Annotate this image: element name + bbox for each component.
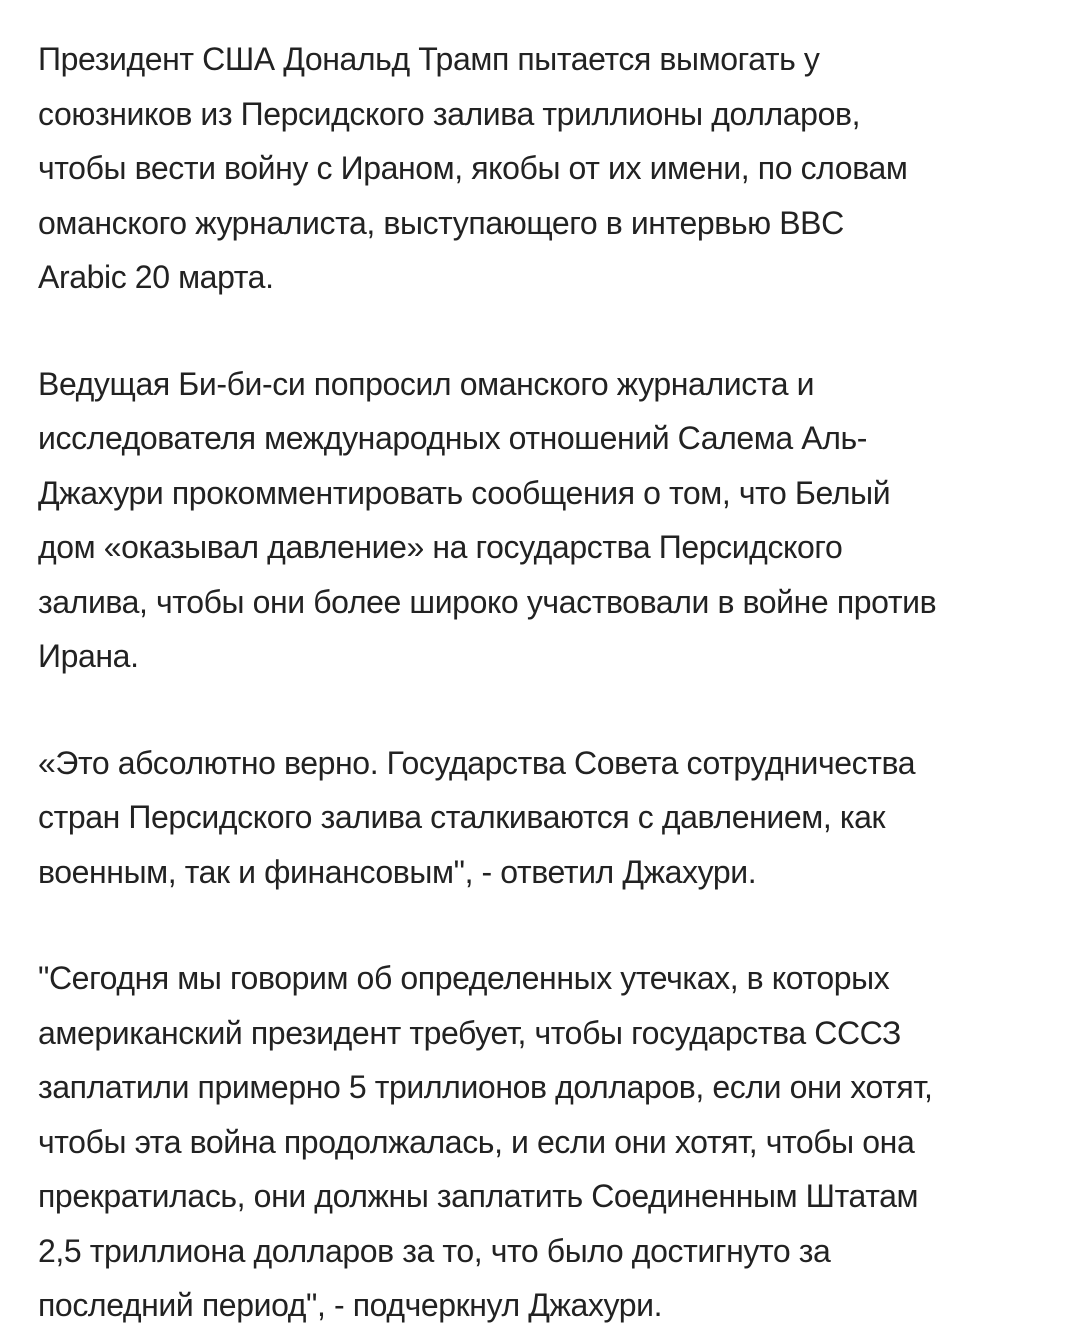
text-line: Президент США Дональд Трамп пытается вымогать у [38, 41, 820, 77]
text-line: 2,5 триллиона долларов за то, что было достигнуто за [38, 1232, 831, 1269]
paragraph-2 [38, 357, 1078, 684]
text-line: Джахури прокомментировать сообщения о том, что Белый [38, 474, 891, 511]
text-line: Ведущая Би-би-си попросил оманского журналиста и [38, 365, 815, 402]
text-line: стран Персидского залива сталкиваются с давлением, как [38, 799, 886, 835]
text-line: прекратилась, они должны заплатить Соединенным Штатам [38, 1178, 919, 1214]
text-line: заплатили примерно 5 триллионов долларов, если они хотят, [38, 1069, 933, 1105]
paragraph-1 [38, 32, 1078, 305]
text-line: чтобы эта война продолжалась, и если они хотят, чтобы она [38, 1123, 915, 1160]
paragraph-3-quote [38, 736, 1078, 900]
text-line: залива, чтобы они более широко участвовали в войне против [38, 583, 937, 620]
text-line: чтобы вести войну с Ираном, якобы от их имени, по словам [38, 150, 908, 186]
text-line: Arabic 20 марта. [38, 259, 274, 295]
article-body [38, 32, 1078, 1333]
text-line: оманского журналиста, выступающего в интервью BBC [38, 204, 844, 241]
text-line: последний период", - подчеркнул Джахури. [38, 1287, 663, 1323]
text-line: исследователя международных отношений Салема Аль- [38, 420, 868, 456]
text-line: американский президент требует, чтобы государства СССЗ [38, 1014, 901, 1051]
text-line: союзников из Персидского залива триллионы долларов, [38, 95, 861, 132]
text-line: "Сегодня мы говорим об определенных утечках, в которых [38, 960, 890, 996]
text-line: военным, так и финансовым", - ответил Джахури. [38, 853, 757, 890]
text-line: «Это абсолютно верно. Государства Совета сотрудничества [38, 744, 916, 781]
text-line: дом «оказывал давление» на государства Персидского [38, 529, 843, 565]
paragraph-4-quote [38, 951, 1078, 1333]
text-line: Ирана. [38, 638, 139, 674]
